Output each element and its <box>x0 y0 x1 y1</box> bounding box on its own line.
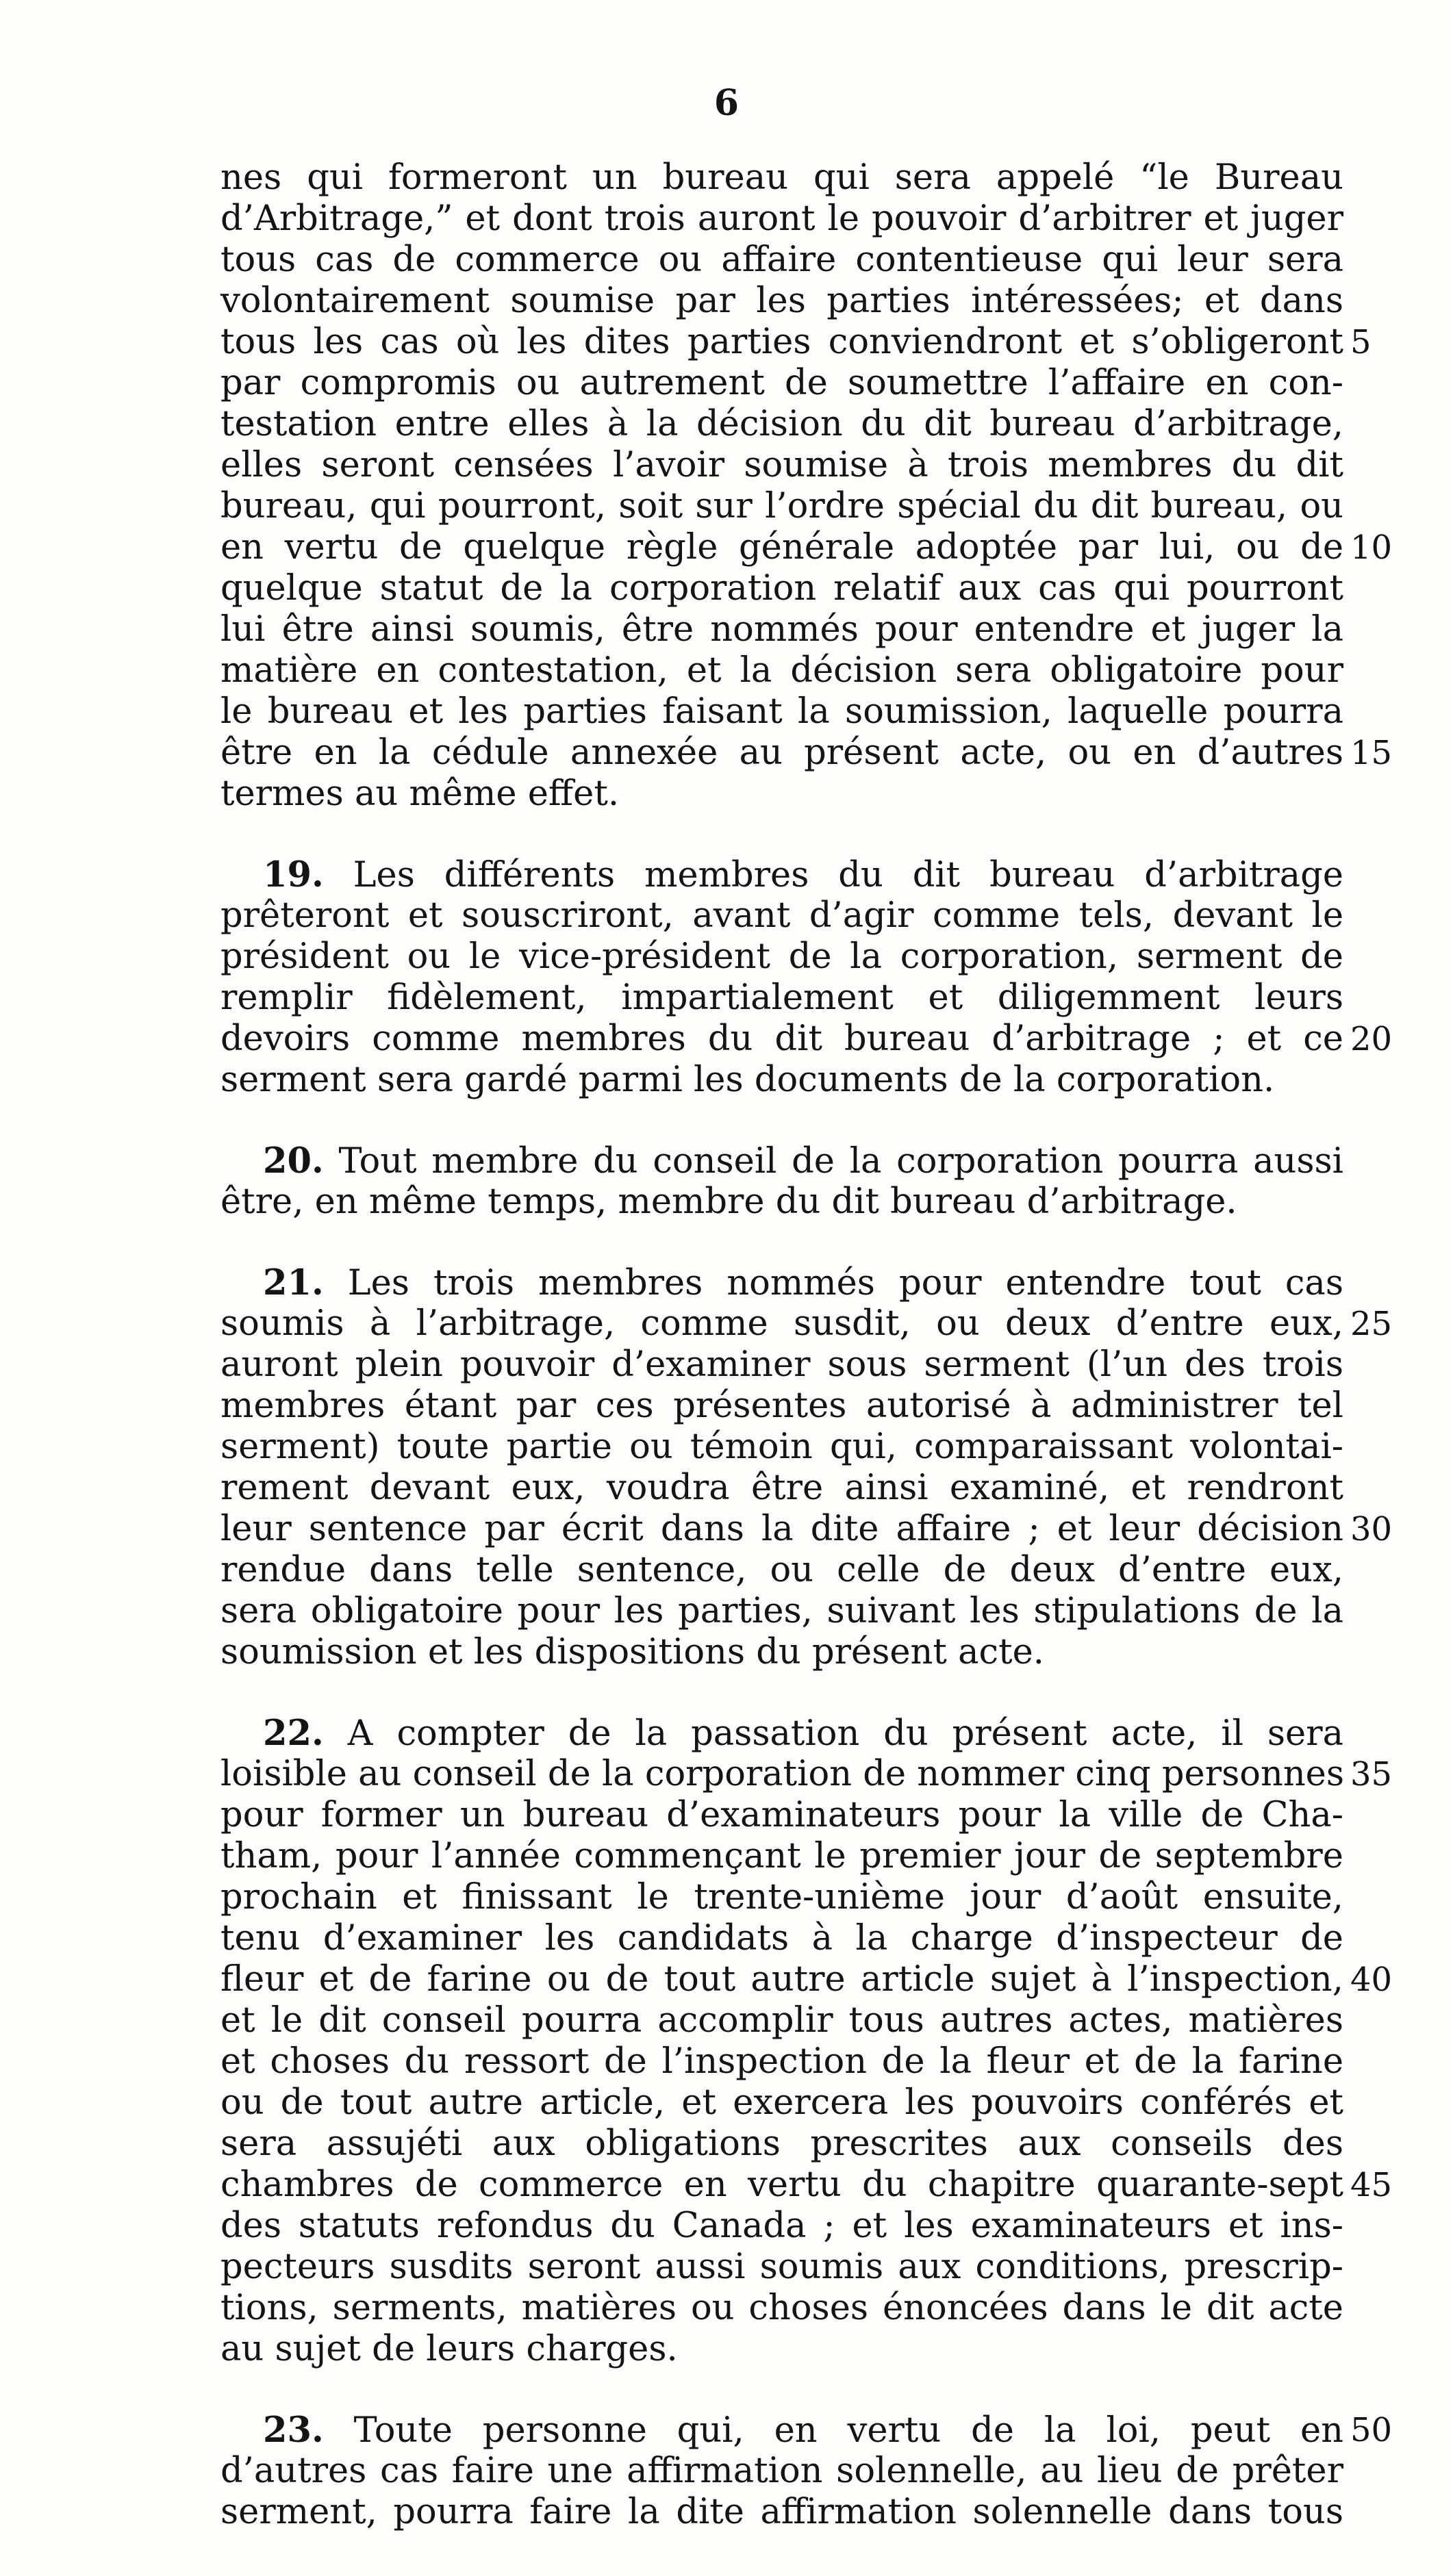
line-text: matière en contestation, et la décision sera obligatoire pour <box>220 650 1343 691</box>
line-content <box>220 1550 1343 1591</box>
text-line <box>220 1060 1343 1101</box>
line-content <box>220 445 1343 486</box>
paragraph-gap <box>220 1223 1343 1262</box>
line-content <box>220 774 1343 815</box>
margin-line-number: 30 <box>1350 1510 1393 1548</box>
line-text: A compter de la passation du présent acte, il sera <box>347 1713 1343 1754</box>
paragraph-gap <box>220 1101 1343 1140</box>
text-line <box>220 404 1343 445</box>
line-content <box>220 157 1343 199</box>
text-line <box>220 2082 1343 2124</box>
line-content <box>220 1303 1343 1344</box>
line-content <box>220 1591 1343 1632</box>
line-text: sera obligatoire pour les parties, suivant les stipulations de la <box>220 1591 1343 1631</box>
text-line <box>220 2451 1343 2492</box>
line-content <box>220 2165 1343 2206</box>
text-line <box>220 691 1343 732</box>
text-line <box>220 1713 1343 1754</box>
text-line <box>220 895 1343 936</box>
line-content <box>220 281 1343 322</box>
line-content <box>220 2000 1343 2041</box>
line-text: prochain et finissant le trente-unième jour d’août ensuite, <box>220 1877 1343 1917</box>
text-line <box>220 1959 1393 2000</box>
line-text: d’Arbitrage,” et dont trois auront le pouvoir d’arbitrer et juger <box>220 199 1343 239</box>
line-content <box>220 322 1343 363</box>
text-line <box>220 1427 1343 1468</box>
margin-line-number: 50 <box>1350 2411 1393 2449</box>
text-line <box>220 568 1343 609</box>
text-line <box>220 527 1393 568</box>
text-line <box>220 322 1372 363</box>
text-column <box>220 157 1393 2533</box>
text-line <box>220 1182 1343 1223</box>
paragraph-art21 <box>220 1262 1393 1673</box>
line-text: devoirs comme membres du dit bureau d’arbitrage ; et ce <box>220 1019 1343 1059</box>
page-number: 6 <box>713 82 740 124</box>
line-text: soumission et les dispositions du présent acte. <box>220 1632 1044 1672</box>
line-content <box>220 1509 1343 1550</box>
line-content <box>220 1918 1343 1959</box>
line-content <box>220 1632 1343 1673</box>
text-line <box>220 978 1343 1019</box>
text-line <box>220 1344 1343 1386</box>
text-line <box>220 2288 1343 2329</box>
line-content <box>220 2451 1343 2492</box>
line-text: elles seront censées l’avoir soumise à trois membres du dit <box>220 445 1343 485</box>
text-line <box>220 1918 1343 1959</box>
margin-line-number: 35 <box>1350 1755 1393 1794</box>
line-text: Les trois membres nommés pour entendre tout cas <box>347 1263 1343 1303</box>
line-text: tenu d’examiner les candidats à la charge d’inspecteur de <box>220 1918 1343 1959</box>
margin-line-number: 5 <box>1350 323 1372 361</box>
text-line <box>220 2206 1343 2247</box>
text-line <box>220 2124 1343 2165</box>
line-text: fleur et de farine ou de tout autre article sujet à l’inspection, <box>220 1959 1343 2000</box>
line-content <box>220 609 1343 650</box>
line-content <box>220 1468 1343 1509</box>
paragraph-art23 <box>220 2410 1393 2533</box>
line-content <box>220 978 1343 1019</box>
text-line <box>220 363 1343 404</box>
line-text: testation entre elles à la décision du dit bureau d’arbitrage, <box>220 404 1343 444</box>
line-text: loisible au conseil de la corporation de nommer cinq personnes <box>220 1754 1345 1794</box>
text-line <box>220 1386 1343 1427</box>
text-line <box>220 2041 1343 2082</box>
line-text: bureau, qui pourront, soit sur l’ordre spécial du dit bureau, ou <box>220 486 1343 526</box>
line-text: le bureau et les parties faisant la soumission, laquelle pourra <box>220 691 1343 732</box>
line-content <box>220 486 1343 527</box>
line-text: Toute personne qui, en vertu de la loi, peut en <box>353 2410 1343 2451</box>
margin-line-number: 10 <box>1350 528 1393 567</box>
line-text: par compromis ou autrement de soumettre l’affaire en con- <box>220 363 1343 403</box>
line-text: en vertu de quelque règle générale adoptée par lui, ou de <box>220 527 1343 568</box>
line-text: lui être ainsi soumis, être nommés pour entendre et juger la <box>220 609 1343 650</box>
margin-line-number: 45 <box>1350 2166 1393 2204</box>
margin-line-number: 20 <box>1350 1020 1393 1058</box>
line-text: membres étant par ces présentes autorisé à administrer tel <box>220 1386 1343 1426</box>
text-line <box>220 854 1343 895</box>
article-number: 21. <box>263 1262 324 1303</box>
line-text: ou de tout autre article, et exercera les pouvoirs conférés et <box>220 2082 1343 2123</box>
line-text: sera assujéti aux obligations prescrites aux conseils des <box>220 2124 1343 2164</box>
line-text: et choses du ressort de l’inspection de la fleur et de la farine <box>220 2041 1343 2082</box>
article-number: 20. <box>263 1140 324 1182</box>
line-text: tions, serments, matières ou choses énoncées dans le dit acte <box>220 2288 1343 2328</box>
line-text: tous cas de commerce ou affaire contentieuse qui leur sera <box>220 240 1343 280</box>
text-line <box>220 732 1393 774</box>
line-text: termes au même effet. <box>220 774 620 814</box>
line-text: tham, pour l’année commençant le premier jour de septembre <box>220 1836 1343 1876</box>
paragraph-gap <box>220 815 1343 854</box>
article-number: 19. <box>263 854 324 895</box>
line-text: être, en même temps, membre du dit bureau d’arbitrage. <box>220 1182 1237 1222</box>
line-content <box>220 2082 1343 2124</box>
line-content <box>220 568 1343 609</box>
line-content <box>220 2041 1343 2082</box>
line-text: prêteront et souscriront, avant d’agir comme tels, devant le <box>220 895 1343 936</box>
line-content <box>220 1795 1343 1836</box>
line-content <box>220 1019 1343 1060</box>
line-text: rendue dans telle sentence, ou celle de deux d’entre eux, <box>220 1550 1343 1590</box>
text-line <box>220 199 1343 240</box>
line-text: des statuts refondus du Canada ; et les examinateurs et ins- <box>220 2206 1343 2246</box>
text-line <box>220 1877 1343 1918</box>
line-text: serment) toute partie ou témoin qui, comparaissant volontai- <box>220 1427 1343 1467</box>
article-number: 22. <box>263 1713 324 1754</box>
text-line <box>220 1468 1343 1509</box>
text-line <box>220 1754 1393 1795</box>
text-line <box>220 2492 1343 2533</box>
paragraph-gap <box>220 2370 1343 2410</box>
line-text: volontairement soumise par les parties intéressées; et dans <box>220 281 1343 321</box>
line-text: être en la cédule annexée au présent acte, ou en d’autres <box>220 732 1343 773</box>
line-text: soumis à l’arbitrage, comme susdit, ou deux d’entre eux, <box>220 1303 1343 1344</box>
line-content <box>220 527 1343 568</box>
line-text: au sujet de leurs charges. <box>220 2329 678 2369</box>
line-text: Les différents membres du dit bureau d’arbitrage <box>353 855 1343 895</box>
text-line <box>220 650 1343 691</box>
text-line <box>220 445 1343 486</box>
text-line <box>220 486 1343 527</box>
line-content <box>263 1713 1343 1755</box>
line-text: d’autres cas faire une affirmation solennelle, au lieu de prêter <box>220 2451 1343 2491</box>
text-line <box>220 1795 1343 1836</box>
line-content <box>220 1344 1343 1386</box>
line-text: quelque statut de la corporation relatif aux cas qui pourront <box>220 568 1343 609</box>
text-line <box>220 1509 1393 1550</box>
line-content <box>263 1140 1343 1182</box>
text-line <box>220 774 1343 815</box>
text-line <box>220 1140 1343 1182</box>
text-line <box>220 1836 1343 1877</box>
text-line <box>220 2329 1343 2370</box>
line-content <box>220 2288 1343 2329</box>
line-content <box>220 650 1343 691</box>
line-content <box>220 1836 1343 1877</box>
text-line <box>220 1303 1393 1344</box>
margin-line-number: 25 <box>1350 1305 1393 1343</box>
line-text: serment, pourra faire la dite affirmation solennelle dans tous <box>220 2492 1343 2532</box>
line-content <box>263 854 1343 896</box>
line-content <box>220 240 1343 281</box>
line-text: pecteurs susdits seront aussi soumis aux conditions, prescrip- <box>220 2247 1343 2287</box>
line-content <box>220 2206 1343 2247</box>
line-text: pour former un bureau d’examinateurs pour la ville de Cha- <box>220 1795 1343 1835</box>
line-text: leur sentence par écrit dans la dite affaire ; et leur décision <box>220 1509 1343 1549</box>
line-content <box>220 2247 1343 2288</box>
paragraph-gap <box>220 1673 1343 1713</box>
text-line <box>220 2410 1393 2451</box>
text-line <box>220 2000 1343 2041</box>
line-content <box>263 2410 1343 2451</box>
text-line <box>220 1591 1343 1632</box>
line-content <box>220 1754 1343 1795</box>
text-line <box>220 1019 1393 1060</box>
line-text: auront plein pouvoir d’examiner sous serment (l’un des trois <box>220 1344 1343 1385</box>
text-line <box>220 936 1343 978</box>
margin-line-number: 40 <box>1350 1961 1393 1999</box>
text-line <box>220 1632 1343 1673</box>
paragraph-cont <box>220 157 1393 815</box>
line-content <box>220 691 1343 732</box>
text-line <box>220 609 1343 650</box>
line-text: Tout membre du conseil de la corporation pourra aussi <box>338 1141 1343 1182</box>
text-line <box>220 2247 1343 2288</box>
line-content <box>220 363 1343 404</box>
line-content <box>220 2124 1343 2165</box>
paragraph-art20 <box>220 1140 1343 1223</box>
line-text: rement devant eux, voudra être ainsi examiné, et rendront <box>220 1468 1343 1508</box>
line-text: chambres de commerce en vertu du chapitre quarante-sept <box>220 2165 1343 2205</box>
paragraph-art19 <box>220 854 1393 1101</box>
line-text: serment sera gardé parmi les documents de la corporation. <box>220 1060 1275 1100</box>
line-content <box>220 1877 1343 1918</box>
article-number: 23. <box>263 2410 324 2451</box>
paragraph-art22 <box>220 1713 1393 2370</box>
line-text: tous les cas où les dites parties conviendront et s’obligeront <box>220 322 1343 362</box>
line-content <box>220 1959 1343 2000</box>
margin-line-number: 15 <box>1350 734 1393 772</box>
text-line <box>220 1550 1343 1591</box>
text-line <box>220 240 1343 281</box>
line-content <box>220 2329 1343 2370</box>
line-content <box>220 1386 1343 1427</box>
line-text: nes qui formeront un bureau qui sera appelé “le Bureau <box>220 157 1343 198</box>
line-content <box>220 1182 1343 1223</box>
line-text: remplir fidèlement, impartialement et diligemment leurs <box>220 978 1343 1018</box>
line-content <box>220 1427 1343 1468</box>
line-content <box>220 2492 1343 2533</box>
text-line <box>220 2165 1393 2206</box>
line-content <box>263 1262 1343 1304</box>
text-line <box>220 1262 1343 1303</box>
text-line <box>220 157 1343 199</box>
line-text: président ou le vice-président de la corporation, serment de <box>220 936 1343 977</box>
line-content <box>220 936 1343 978</box>
line-content <box>220 895 1343 936</box>
line-text: et le dit conseil pourra accomplir tous autres actes, matières <box>220 2000 1343 2041</box>
text-line <box>220 281 1343 322</box>
line-content <box>220 1060 1343 1101</box>
line-content <box>220 199 1343 240</box>
line-content <box>220 404 1343 445</box>
line-content <box>220 732 1343 774</box>
